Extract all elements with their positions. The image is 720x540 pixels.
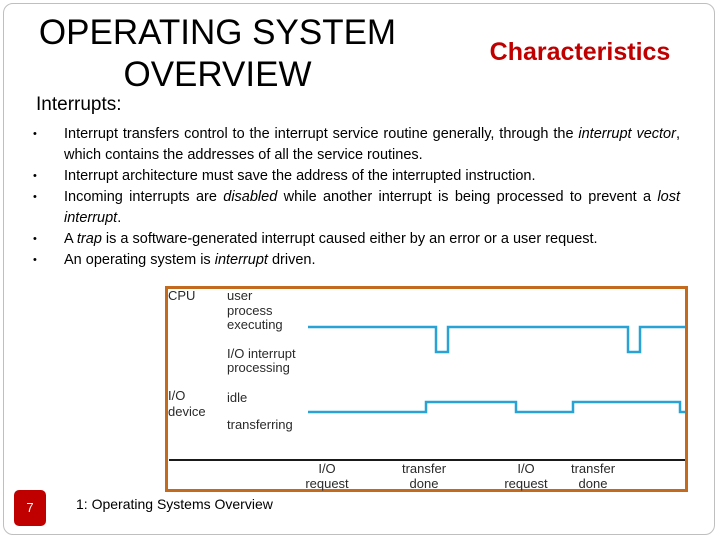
bullet-glyph: • [33, 128, 37, 140]
interrupt-timeline-diagram [165, 286, 688, 492]
bullet-text: A [64, 231, 77, 247]
bullet-emphasis-text: trap [76, 231, 102, 247]
bullet-text: is a software-generated interrupt caused either by an error or a user request. [101, 231, 598, 247]
interrupt-processing-label-line2: processing [227, 360, 290, 375]
section-title: Characteristics [489, 38, 671, 66]
bullet-item [30, 187, 680, 229]
footer-caption: 1: Operating Systems Overview [76, 496, 273, 512]
event-label-4-line2: done [578, 476, 608, 491]
bullet-text: while another interrupt is being processed to prevent a [277, 189, 658, 205]
bullet-list [30, 124, 680, 271]
io-device-label-line1: I/O [168, 388, 186, 403]
bullet-glyph: • [33, 233, 37, 245]
bullet-emphasis-text: lost interrupt [64, 189, 680, 226]
bullet-text: , which contains the addresses of all the service routines. [64, 126, 680, 163]
interrupt-processing-label-line1: I/O interrupt [227, 346, 296, 361]
transferring-label: transferring [227, 417, 293, 432]
bullet-item [30, 166, 680, 187]
bullet-emphasis-text: interrupt [214, 252, 268, 268]
event-label-4-line1: transfer [570, 461, 616, 476]
user-process-label-line2: process [227, 303, 273, 318]
bullet-text: Interrupt transfers control to the interrupt service routine generally, through the [64, 126, 579, 142]
io-device-label-line2: device [168, 404, 206, 419]
bullet-item [30, 124, 680, 166]
cpu-label: CPU [168, 288, 196, 303]
event-label-2-line1: transfer [401, 461, 447, 476]
bullet-text: An operating system is [64, 252, 215, 268]
event-label-3-line2: request [504, 476, 548, 491]
slide-title: OPERATING SYSTEM OVERVIEW [38, 13, 397, 94]
bullet-item [30, 229, 680, 250]
event-label-1-line2: request [305, 476, 349, 491]
bullet-text: . [117, 210, 122, 226]
bullet-glyph: • [33, 191, 37, 203]
bullet-text: Incoming interrupts are [64, 189, 224, 205]
event-label-3-line1: I/O [517, 461, 535, 476]
bullet-emphasis-text: disabled [223, 189, 278, 205]
user-process-label-line1: user [227, 288, 253, 303]
user-process-label-line3: executing [227, 317, 283, 332]
section-heading: Interrupts: [36, 94, 122, 115]
bullet-glyph: • [33, 254, 37, 266]
bullet-text: Interrupt architecture must save the address of the interrupted instruction. [64, 168, 536, 184]
bullet-glyph: • [33, 170, 37, 182]
bullet-emphasis-text: interrupt vector [578, 126, 676, 142]
idle-label: idle [227, 390, 248, 405]
event-label-1-line1: I/O [318, 461, 336, 476]
bullet-item [30, 250, 680, 271]
event-label-2-line2: done [409, 476, 439, 491]
page-number-badge: 7 [14, 490, 46, 526]
bullet-text: driven. [267, 252, 316, 268]
